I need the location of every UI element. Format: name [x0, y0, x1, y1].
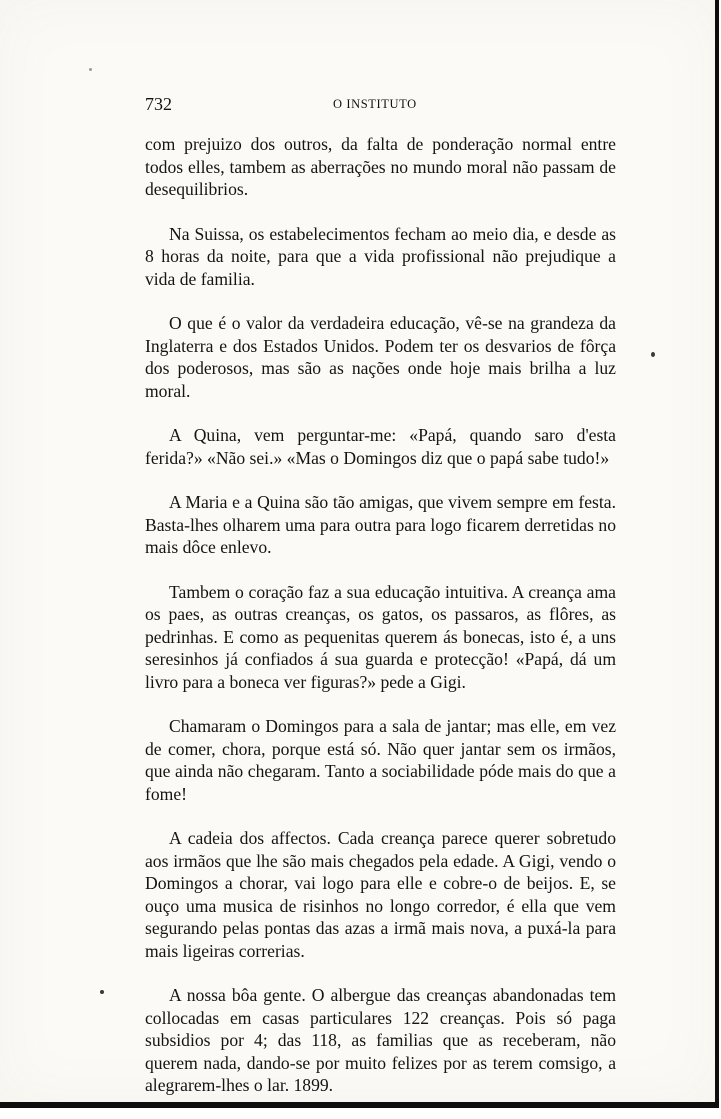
running-head: O INSTITUTO [333, 97, 417, 111]
body-text [145, 133, 616, 1119]
paragraph: A nossa bôa gente. O albergue das creanças abandonadas tem collocadas em casas particulares 122 creanças. Pois só paga subsidios por 4; das 118, as familias que as receberam, não querem nada, dando-se por muito felizes por as terem comsigo, a alegrarem-lhes o lar. 1899. [145, 985, 616, 1095]
ink-speck [100, 990, 104, 994]
paragraph: com prejuizo dos outros, da falta de ponderação normal entre todos elles, tambem as aberrações no mundo moral não passam de desequilibrios. [145, 134, 616, 199]
paragraph: A Quina, vem perguntar-me: «Papá, quando saro d'esta ferida?» «Não sei.» «Mas o Domingos diz que o papá sabe tudo!» [145, 425, 616, 468]
paragraph: A Maria e a Quina são tão amigas, que vivem sempre em festa. Basta-lhes olharem uma para outra para logo ficarem derretidas no mais dôce enlevo. [145, 492, 616, 557]
paragraph: A cadeia dos affectos. Cada creança parece querer sobretudo aos irmãos que lhe são mais chegados pela edade. A Gigi, vendo o Domingos a chorar, vai logo para elle e cobre-o de beijos. E, se ouço uma musica de risinhos no longo corredor, é ella que vem segurando pelas pontas das azas a irmã mais nova, a puxá-la para mais ligeiras correrias. [145, 828, 616, 961]
ink-speck [89, 68, 92, 71]
page-number: 732 [145, 94, 172, 114]
page-header [145, 94, 616, 114]
paragraph: Tambem o coração faz a sua educação intuitiva. A creança ama os paes, as outras creanças, os gatos, os passaros, as flôres, as pedrinhas. E como as pequenitas querem ás bonecas, isto é, a uns seresinhos já confiados á sua guarda e protecção! «Papá, dá um livro para a boneca ver figuras?» pede a Gigi. [145, 581, 616, 692]
paragraph: Na Suissa, os estabelecimentos fecham ao meio dia, e desde as 8 horas da noite, para que a vida profissional não prejudique a vida de familia. [145, 223, 616, 289]
paragraph: Chamaram o Domingos para a sala de jantar; mas elle, em vez de comer, chora, porque está só. Não quer jantar sem os irmãos, que ainda não chegaram. Tanto a sociabilidade póde mais do que a fome! [145, 716, 616, 804]
ink-speck [651, 352, 655, 357]
paragraph: O que é o valor da verdadeira educação, vê-se na grandeza da Inglaterra e dos Estados Unidos. Podem ter os desvarios de fôrça dos poderosos, mas são as nações onde hoje mais brilha a luz moral. [145, 313, 616, 401]
